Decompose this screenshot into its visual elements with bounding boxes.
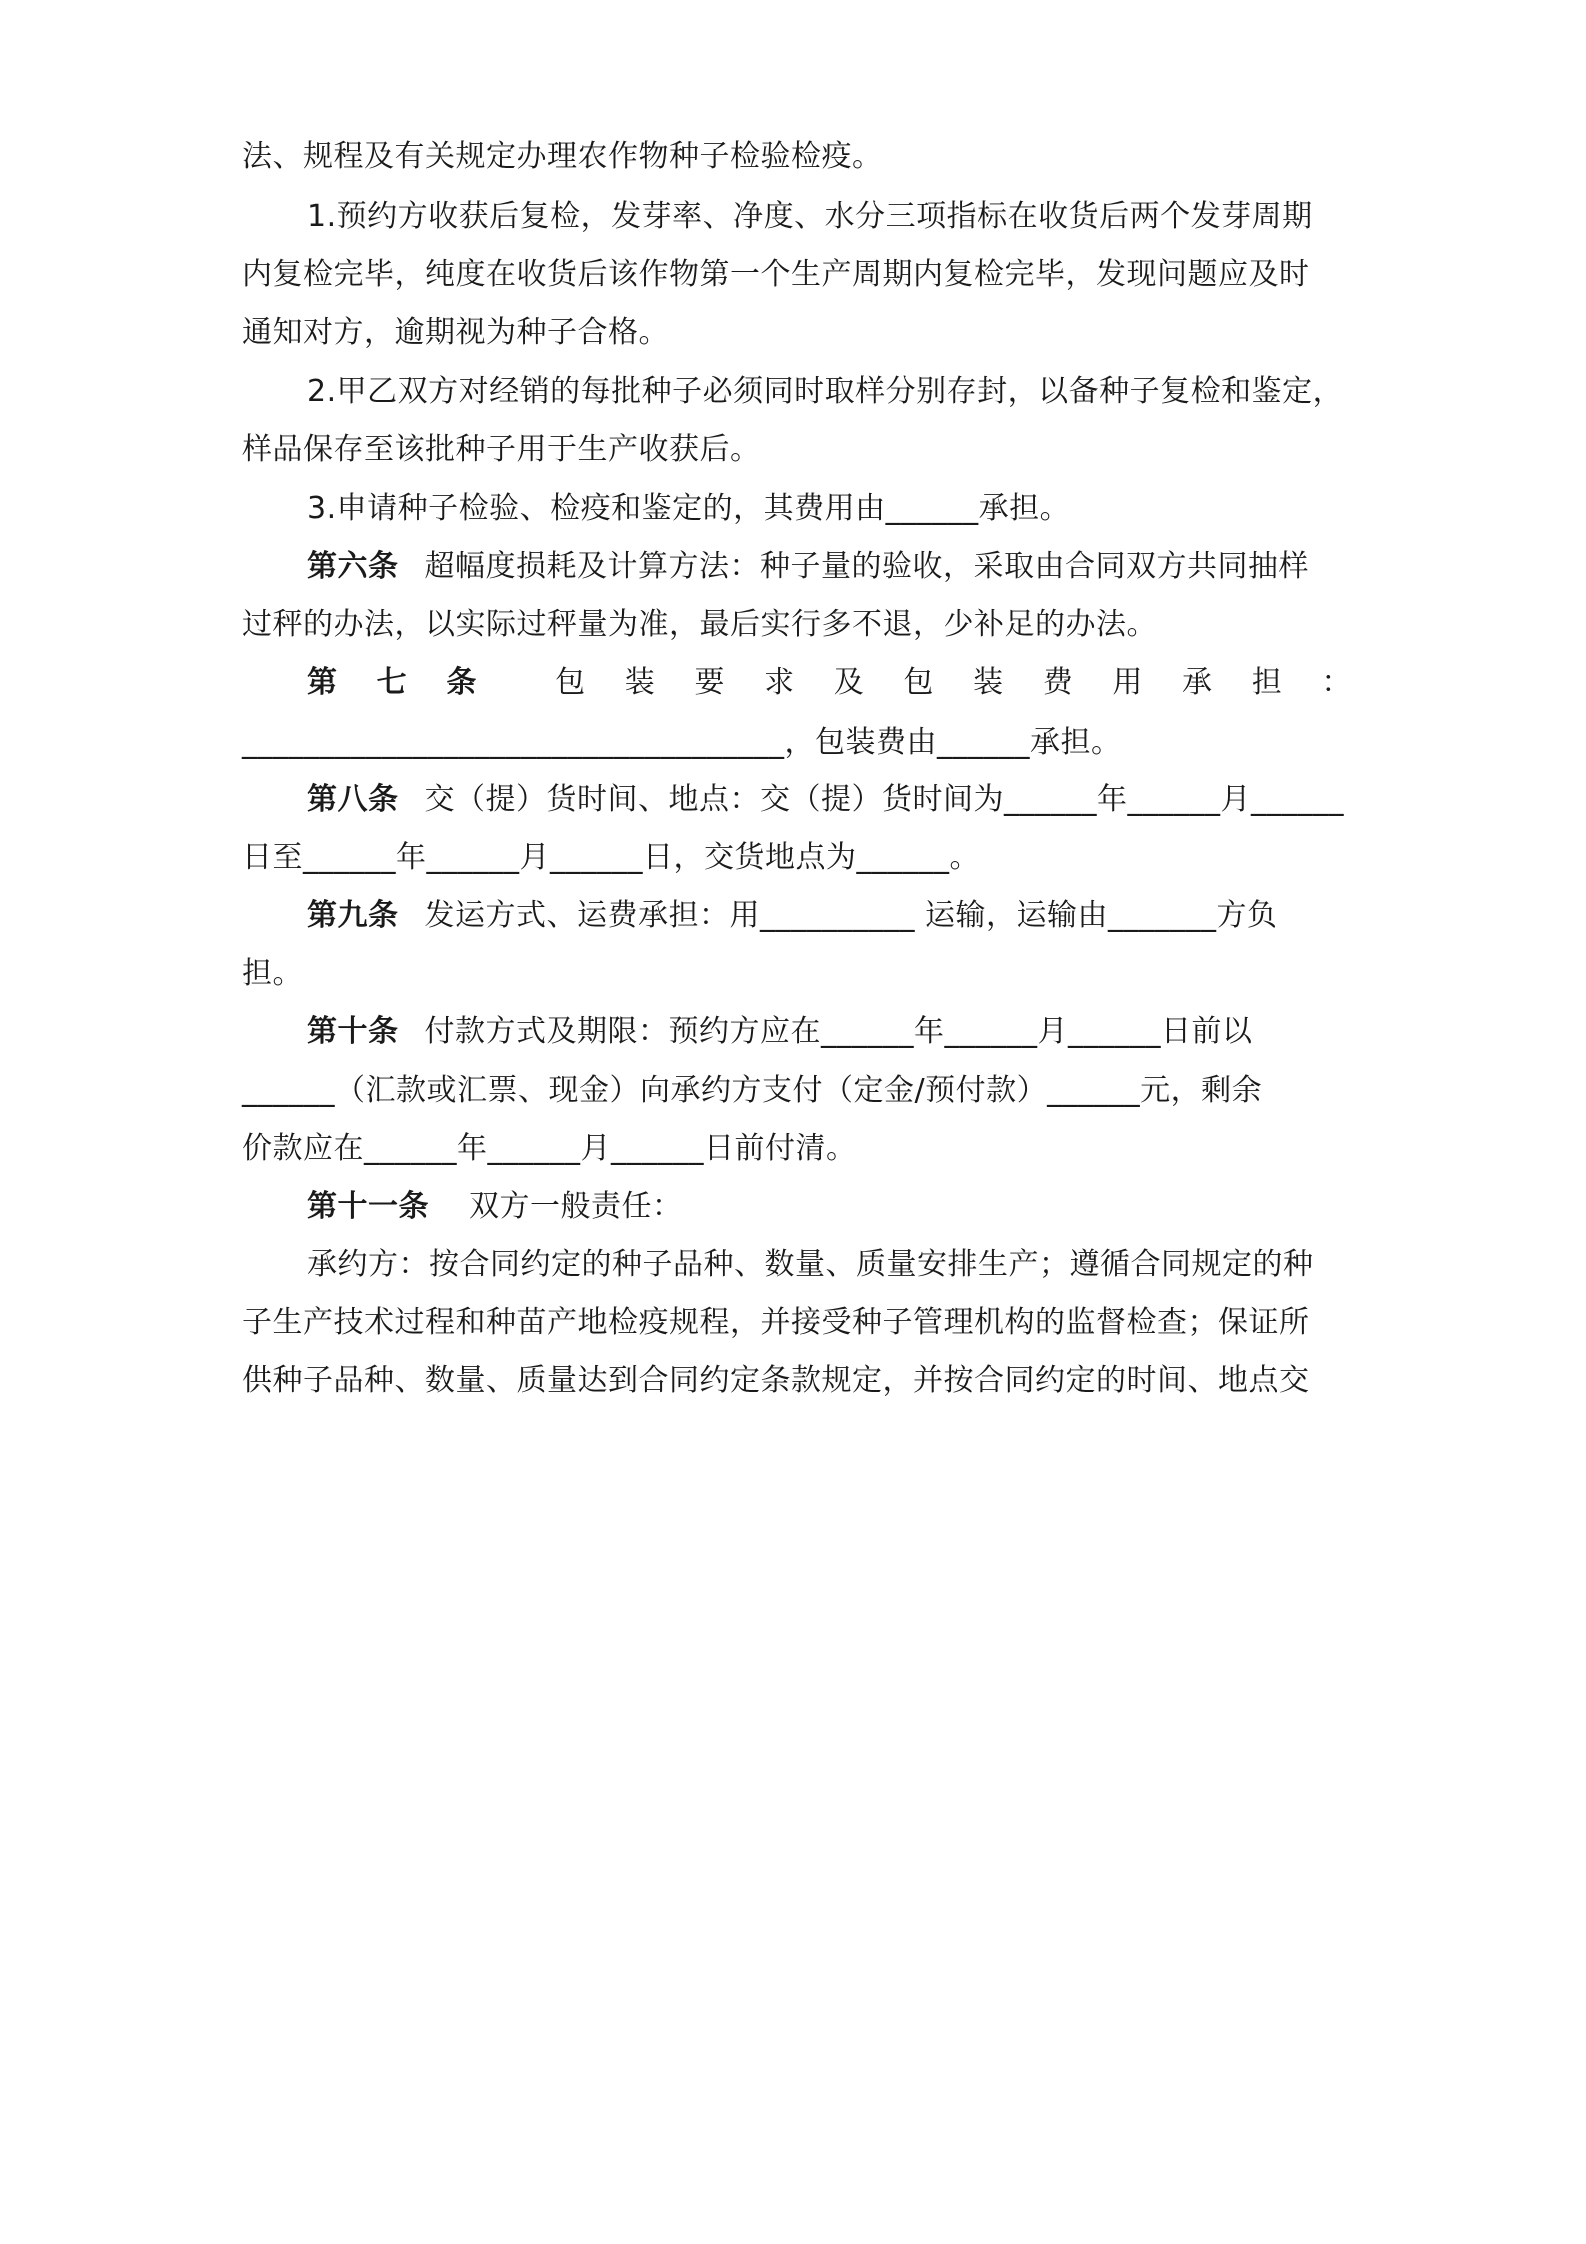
paragraph-line: 供种子品种、数量、质量达到合同约定条款规定，并按合同约定的时间、地点交 [242, 1363, 1310, 1398]
paragraph-line: 日至______年______月______日，交货地点为______。 [242, 840, 980, 875]
article-9-title: 第九条 [307, 898, 399, 933]
article-7-char: 装 [973, 665, 1004, 700]
article-7-char: 承 [1182, 665, 1213, 700]
article-9-text: 发运方式、运费承担：用__________ 运输，运输由_______方负 [424, 898, 1278, 933]
article-7-char: 费 [1042, 665, 1074, 700]
article-10-title: 第十条 [307, 1014, 399, 1049]
paragraph-line: 过秤的办法，以实际过秤量为准，最后实行多不退，少补足的办法。 [242, 607, 1157, 642]
article-7-char: 第 [307, 665, 338, 700]
article-6-text: 超幅度损耗及计算方法：种子量的验收，采取由合同双方共同抽样 [424, 549, 1309, 584]
article-7-char: ： [1321, 665, 1352, 700]
paragraph-line: 法、规程及有关规定办理农作物种子检验检疫。 [242, 139, 883, 174]
paragraph-line: 3.申请种子检验、检疫和鉴定的，其费用由______承担。 [307, 491, 1071, 526]
paragraph-line: 1.预约方收获后复检，发芽率、净度、水分三项指标在收货后两个发芽周期 [307, 199, 1313, 234]
article-7-char: 求 [764, 665, 795, 700]
paragraph-line: 承约方：按合同约定的种子品种、数量、质量安排生产；遵循合同规定的种 [307, 1247, 1314, 1282]
paragraph-line: 子生产技术过程和种苗产地检疫规程，并接受种子管理机构的监督检查；保证所 [242, 1305, 1310, 1340]
article-10-text: 付款方式及期限：预约方应在______年______月______日前以 [424, 1014, 1253, 1049]
paragraph-line: ___________________________________，包装费由______承担。 [242, 725, 1122, 760]
article-7-char: 担 [1251, 665, 1283, 700]
paragraph-line: 2.甲乙双方对经销的每批种子必须同时取样分别存封，以备种子复检和鉴定， [307, 374, 1344, 409]
paragraph-line: 内复检完毕，纯度在收货后该作物第一个生产周期内复检完毕，发现问题应及时 [242, 257, 1310, 292]
article-8 [307, 780, 1352, 820]
paragraph-line: 通知对方，逾期视为种子合格。 [242, 315, 669, 350]
paragraph-line: ______（汇款或汇票、现金）向承约方支付（定金/预付款）______元，剩余 [242, 1073, 1263, 1108]
article-7-char: 要 [694, 665, 725, 700]
paragraph-line: 样品保存至该批种子用于生产收获后。 [242, 432, 761, 467]
article-7-char: 及 [833, 665, 865, 700]
article-9 [307, 896, 1352, 936]
article-7-char: 七 [376, 665, 408, 700]
article-6-title: 第六条 [307, 549, 399, 584]
article-11-text: 双方一般责任： [469, 1189, 683, 1224]
paragraph-line: 担。 [242, 956, 303, 991]
article-7-char: 包 [903, 665, 934, 700]
article-8-title: 第八条 [307, 782, 399, 817]
article-8-text: 交（提）货时间、地点：交（提）货时间为______年______月______ [424, 782, 1344, 817]
article-7-char: 包 [555, 665, 586, 700]
article-7-spaced-heading [307, 663, 1352, 703]
paragraph-line: 价款应在______年______月______日前付清。 [242, 1131, 857, 1166]
article-7-char: 用 [1112, 665, 1143, 700]
article-10 [307, 1012, 1352, 1052]
article-11-title: 第十一条 [307, 1189, 429, 1224]
article-6 [307, 547, 1352, 587]
article-11 [307, 1187, 1352, 1227]
article-7 [307, 663, 1352, 703]
article-7-char: 装 [624, 665, 656, 700]
article-7-char: 条 [446, 665, 477, 700]
